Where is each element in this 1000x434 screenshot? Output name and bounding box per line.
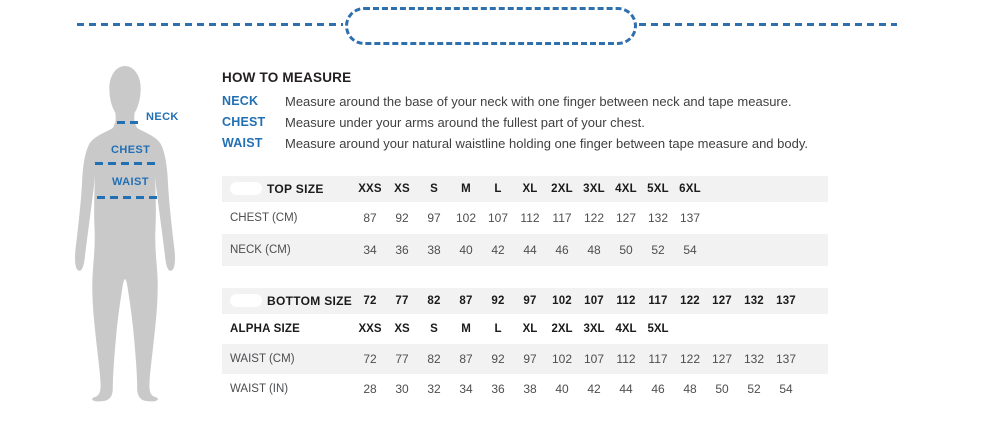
waist-label: WAIST bbox=[112, 176, 149, 188]
size-value: 5XL bbox=[647, 323, 669, 335]
size-value: 36 bbox=[491, 382, 505, 396]
size-value: 48 bbox=[587, 243, 601, 257]
instruction-description: Measure around the base of your neck with one finger between neck and tape measure. bbox=[285, 94, 792, 109]
size-column-header: 132 bbox=[744, 295, 764, 307]
size-column-header: M bbox=[461, 183, 471, 195]
size-value: 30 bbox=[395, 382, 409, 396]
size-value: 112 bbox=[616, 352, 636, 366]
size-value: 50 bbox=[715, 382, 729, 396]
size-value: 28 bbox=[363, 382, 377, 396]
how-to-measure-title: HOW TO MEASURE bbox=[222, 70, 352, 85]
instruction-row-chest bbox=[222, 112, 808, 133]
table-title-cell bbox=[222, 288, 354, 314]
size-value: 87 bbox=[363, 211, 377, 225]
bottom-size-table bbox=[222, 288, 828, 404]
instruction-term: CHEST bbox=[222, 115, 266, 129]
neck-label: NECK bbox=[146, 111, 179, 123]
size-column-header: XS bbox=[394, 183, 410, 195]
table-header-row bbox=[222, 288, 828, 314]
size-value bbox=[770, 234, 802, 266]
size-column-header: S bbox=[430, 183, 438, 195]
size-column-header bbox=[706, 176, 738, 202]
size-value: 40 bbox=[459, 243, 473, 257]
size-value: XS bbox=[394, 323, 410, 335]
size-value: 137 bbox=[679, 211, 701, 225]
size-value: 2XL bbox=[551, 323, 573, 335]
waist-measure-line bbox=[97, 196, 157, 199]
table-title: TOP SIZE bbox=[267, 182, 324, 196]
size-value bbox=[738, 202, 770, 234]
filler-cell bbox=[802, 314, 828, 344]
size-value: 132 bbox=[743, 352, 765, 366]
instruction-row-neck bbox=[222, 91, 808, 112]
size-value: 102 bbox=[551, 352, 573, 366]
table-row bbox=[222, 202, 828, 234]
table-row bbox=[222, 234, 828, 266]
table-header-row bbox=[222, 176, 828, 202]
dashed-divider-right bbox=[639, 23, 897, 26]
table-title-cell bbox=[222, 176, 354, 202]
size-value: 92 bbox=[491, 352, 505, 366]
table-row bbox=[222, 374, 828, 404]
row-label: CHEST (CM) bbox=[230, 212, 298, 224]
size-value: 38 bbox=[427, 243, 441, 257]
filler-cell bbox=[802, 288, 828, 314]
size-column-header: 72 bbox=[363, 295, 377, 307]
size-value: 46 bbox=[651, 382, 665, 396]
size-column-header: 82 bbox=[427, 295, 441, 307]
table-title: BOTTOM SIZE bbox=[267, 294, 353, 308]
size-value bbox=[770, 314, 802, 344]
size-value: 36 bbox=[395, 243, 409, 257]
size-value: XXS bbox=[358, 323, 382, 335]
size-value: 127 bbox=[711, 352, 733, 366]
size-value: 117 bbox=[648, 352, 668, 366]
size-column-header: 87 bbox=[459, 295, 473, 307]
instruction-description: Measure around your natural waistline holding one finger between tape measure and body. bbox=[285, 136, 808, 151]
size-column-header bbox=[770, 176, 802, 202]
top-size-table bbox=[222, 176, 828, 266]
table-row bbox=[222, 344, 828, 374]
size-column-header: 102 bbox=[552, 295, 572, 307]
size-value bbox=[706, 234, 738, 266]
size-column-header: L bbox=[494, 183, 502, 195]
size-value: 87 bbox=[459, 352, 473, 366]
size-value: 44 bbox=[523, 243, 537, 257]
size-value: 137 bbox=[775, 352, 797, 366]
filler-cell bbox=[802, 202, 828, 234]
size-column-header: 137 bbox=[776, 295, 796, 307]
size-column-header: 112 bbox=[616, 295, 636, 307]
dashed-divider-left bbox=[77, 23, 343, 26]
row-label: NECK (CM) bbox=[230, 244, 291, 256]
instruction-row-waist bbox=[222, 133, 808, 154]
size-value bbox=[770, 202, 802, 234]
filler-cell bbox=[802, 176, 828, 202]
size-column-header: 122 bbox=[680, 295, 700, 307]
size-column-header: 3XL bbox=[583, 183, 605, 195]
size-value: 4XL bbox=[615, 323, 637, 335]
size-value: 44 bbox=[619, 382, 633, 396]
size-column-header: 97 bbox=[523, 295, 537, 307]
size-column-header: 77 bbox=[395, 295, 409, 307]
filler-cell bbox=[802, 234, 828, 266]
size-value: XL bbox=[522, 323, 538, 335]
size-value: 38 bbox=[523, 382, 537, 396]
size-value: 122 bbox=[583, 211, 605, 225]
size-value: M bbox=[461, 323, 471, 335]
size-value: 102 bbox=[455, 211, 477, 225]
size-value bbox=[706, 314, 738, 344]
size-value: 50 bbox=[619, 243, 633, 257]
size-value: L bbox=[494, 323, 502, 335]
size-column-header: 117 bbox=[648, 295, 668, 307]
measure-instructions bbox=[222, 91, 808, 154]
size-column-header bbox=[738, 176, 770, 202]
row-label: WAIST (CM) bbox=[230, 353, 295, 365]
size-value: 52 bbox=[651, 243, 665, 257]
size-value: 112 bbox=[520, 211, 540, 225]
size-column-header: 92 bbox=[491, 295, 505, 307]
size-value: 72 bbox=[363, 352, 377, 366]
size-value bbox=[738, 314, 770, 344]
size-column-header: 107 bbox=[584, 295, 604, 307]
size-value: 3XL bbox=[583, 323, 605, 335]
filler-cell bbox=[802, 374, 828, 404]
size-value: 82 bbox=[427, 352, 441, 366]
size-value bbox=[738, 234, 770, 266]
size-value: 52 bbox=[747, 382, 761, 396]
size-column-header: 5XL bbox=[647, 183, 669, 195]
size-column-header: 4XL bbox=[615, 183, 637, 195]
size-value: 127 bbox=[615, 211, 637, 225]
chest-label: CHEST bbox=[111, 144, 151, 156]
size-value: 46 bbox=[555, 243, 569, 257]
instruction-term: NECK bbox=[222, 94, 259, 108]
dashed-pill-placeholder bbox=[345, 7, 637, 45]
size-value: 42 bbox=[491, 243, 505, 257]
row-label: ALPHA SIZE bbox=[230, 323, 300, 335]
size-value: 97 bbox=[427, 211, 441, 225]
size-value: 54 bbox=[779, 382, 793, 396]
size-column-header: 127 bbox=[712, 295, 732, 307]
redacted-logo-patch bbox=[230, 182, 262, 195]
size-value bbox=[674, 314, 706, 344]
size-value: 34 bbox=[459, 382, 473, 396]
size-value: 107 bbox=[583, 352, 605, 366]
size-value: 132 bbox=[647, 211, 669, 225]
size-value: 32 bbox=[427, 382, 441, 396]
size-value: 117 bbox=[552, 211, 572, 225]
size-value: 42 bbox=[587, 382, 601, 396]
filler-cell bbox=[802, 344, 828, 374]
size-value: 34 bbox=[363, 243, 377, 257]
row-label: WAIST (IN) bbox=[230, 383, 289, 395]
size-value: 97 bbox=[523, 352, 537, 366]
size-value: 92 bbox=[395, 211, 409, 225]
size-value: 77 bbox=[395, 352, 409, 366]
size-value: 122 bbox=[679, 352, 701, 366]
instruction-term: WAIST bbox=[222, 136, 263, 150]
size-column-header: 6XL bbox=[679, 183, 701, 195]
redacted-logo-patch bbox=[230, 294, 262, 307]
instruction-description: Measure under your arms around the fullest part of your chest. bbox=[285, 115, 645, 130]
size-value: S bbox=[430, 323, 438, 335]
size-value: 107 bbox=[487, 211, 509, 225]
size-column-header: XXS bbox=[358, 183, 382, 195]
size-column-header: 2XL bbox=[551, 183, 573, 195]
size-value: 40 bbox=[555, 382, 569, 396]
chest-measure-line bbox=[95, 162, 159, 165]
size-column-header: XL bbox=[522, 183, 538, 195]
size-value: 54 bbox=[683, 243, 697, 257]
size-value: 48 bbox=[683, 382, 697, 396]
table-row bbox=[222, 314, 828, 344]
size-value bbox=[706, 202, 738, 234]
neck-measure-line bbox=[117, 121, 140, 124]
